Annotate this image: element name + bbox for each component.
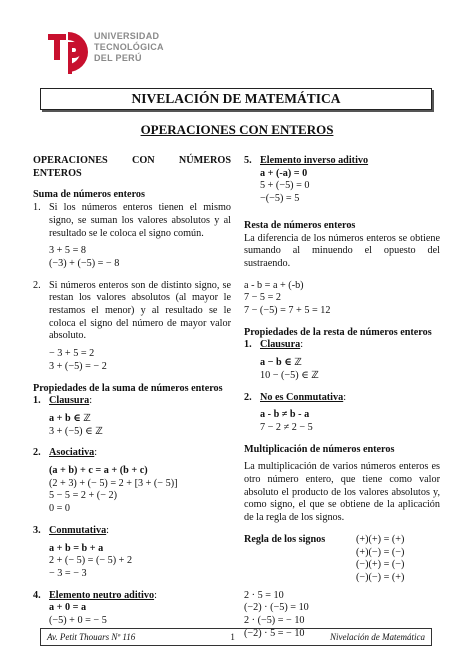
signs-rule: Regla de los signos (+)(+) = (+) (+)(−) = (−) (−)(+) = (−) (−)(−) = (+) bbox=[244, 533, 405, 583]
university-name: UNIVERSIDAD TECNOLÓGICA DEL PERÚ bbox=[94, 31, 164, 63]
page-number: 1 bbox=[230, 632, 235, 642]
props-heading: Propiedades de la suma de números enteros bbox=[33, 382, 223, 394]
list-item: 1. Si los números enteros tienen el mismo signo, se suman los valores absolutos y al resultado se le coloca el signo común. 3 + 5 = 8 (−3) + (−5) = − 8 bbox=[33, 202, 231, 269]
suma-heading: Suma de números enteros bbox=[33, 189, 145, 201]
resta-heading: Resta de números enteros bbox=[244, 219, 356, 231]
resta-props-heading: Propiedades de la resta de números enteros bbox=[244, 326, 432, 338]
resta-text: La diferencia de los números enteros se obtiene sumando al minuendo el opuesto del sustraendo. bbox=[244, 232, 440, 269]
integers-symbol: ℤ bbox=[294, 357, 302, 369]
footer-address: Av. Petit Thouars Nº 116 bbox=[47, 632, 136, 642]
property-item: 1. Clausura: a − b ∈ ℤ 10 − (−5) ∈ ℤ bbox=[244, 339, 319, 381]
page-subtitle: OPERACIONES CON ENTEROS bbox=[140, 122, 334, 137]
mult-heading: Multiplicación de números enteros bbox=[244, 443, 395, 455]
section-heading: OPERACIONES CON NÚMEROS ENTEROS bbox=[33, 155, 231, 179]
left-column bbox=[33, 155, 231, 628]
page-footer bbox=[40, 628, 432, 646]
property-item: 2. No es Conmutativa: a - b ≠ b - a 7 − 2 ≠ 2 − 5 bbox=[244, 391, 347, 433]
property-item: 4. Elemento neutro aditivo: a + 0 = a (−5) + 0 = − 5 bbox=[33, 589, 157, 627]
integers-symbol: ℤ bbox=[83, 412, 91, 424]
integers-symbol: ℤ bbox=[311, 369, 319, 381]
page-title: NIVELACIÓN DE MATEMÁTICA bbox=[40, 88, 432, 110]
list-item: 2. Si números enteros son de distinto signo, se restan los valores absolutos (al mayor le restamos el menor) y al resultado se le coloca el signo del número de mayor valor absoluto. − 3 + 5 = 2 3 + (−5) = − 2 bbox=[33, 279, 231, 372]
property-item: 3. Conmutativa: a + b = b + a 2 + (− 5) = (− 5) + 2 − 3 = − 3 bbox=[33, 524, 133, 579]
integers-symbol: ℤ bbox=[95, 425, 103, 437]
mult-text: La multiplicación de varios números enteros es otro número entero, que tiene como valor absoluto el producto de los valores absolutos y, como signo, el que se obtiene de la aplicación de la regla de los signos. bbox=[244, 461, 440, 524]
property-item: 2. Asociativa: (a + b) + c = a + (b + c) (2 + 3) + (− 5) = 2 + [3 + (− 5)] 5 − 5 = 2 + (− 2) 0 = 0 bbox=[33, 447, 178, 515]
right-column: 5. Elemento inverso aditivo a + (-a) = 0 5 + (−5) = 0 −(−5) = 5 Resta de números enteros La diferencia de los números enteros se obtiene sumando al minuendo el opuesto del sustraendo. a - b = a + (-b) 7 − 5 = 2 7 − (−5) = 7 + 5 = 12 Propiedades de la resta de números enteros 1. Clausura: a − b ∈ ℤ 10 − (−5) ∈ ℤ 2. No es Conmutativa: a - b ≠ b - a 7 − 2 ≠ 2 − 5 Multiplicación de números enteros La multiplicación de varios números enteros es otro número entero, que tiene como valor absoluto el producto de los valores absolutos y, como signo, el que se obtiene de la aplicación de la regla de los signos. Regla de los signos (+)(+) = (+) (+)(−) = (−) (−)(+) = (−) (−)(−) = (+) 2 · 5 = 10 (−2) · (−5) = 10 2 · (−5) = − 10 (−2) · 5 = − 10 bbox=[244, 155, 440, 639]
footer-course: Nivelación de Matemática bbox=[330, 632, 425, 642]
property-item: 5. Elemento inverso aditivo a + (-a) = 0 5 + (−5) = 0 −(−5) = 5 bbox=[244, 155, 369, 205]
property-item: 1. Clausura: a + b ∈ ℤ 3 + (−5) ∈ ℤ bbox=[33, 395, 103, 437]
